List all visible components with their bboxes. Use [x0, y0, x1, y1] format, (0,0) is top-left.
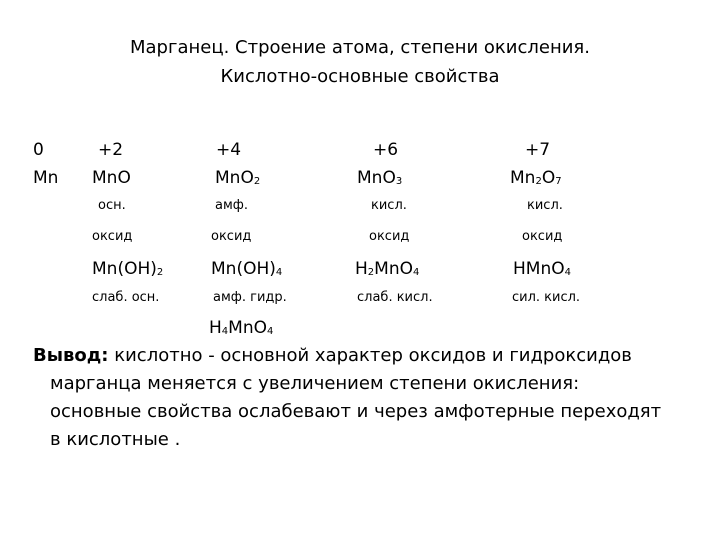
- slide-title-line1: Марганец. Строение атома, степени окисления.: [130, 37, 590, 58]
- conclusion-block: [33, 342, 683, 454]
- slide-title-line2: Кислотно-основные свойства: [220, 66, 500, 87]
- oxidation-state-plus6: +6: [373, 140, 399, 160]
- conclusion-line-2: марганца меняется с увеличением степени окисления:: [50, 373, 580, 394]
- conclusion-line-4: в кислотные .: [50, 429, 181, 450]
- oxide-type-acidic-2: кисл.: [527, 198, 563, 213]
- hydroxide-type-weak-acid: слаб. кисл.: [357, 290, 433, 305]
- conclusion-line-1: Вывод: кислотно - основной характер оксидов и гидроксидов: [33, 345, 632, 366]
- oxide-word-3: оксид: [369, 229, 410, 244]
- oxidation-state-plus2: +2: [98, 140, 124, 160]
- oxidation-state-0: 0: [33, 140, 44, 160]
- hydroxide-type-weak-base: слаб. осн.: [92, 290, 160, 305]
- conclusion-line-3: основные свойства ослабевают и через амфотерные переходят: [50, 401, 662, 422]
- oxide-word-1: оксид: [92, 229, 133, 244]
- hydroxide-mnoh2: Mn(OH)2: [92, 259, 164, 279]
- acid-hmno4: HMnO4: [513, 259, 571, 279]
- hydroxide-type-strong-acid: сил. кисл.: [512, 290, 581, 305]
- oxide-type-acidic-1: кисл.: [371, 198, 407, 213]
- acid-h2mno4: H2MnO4: [355, 259, 420, 279]
- oxide-mno: MnO: [92, 168, 131, 188]
- conclusion-label: Вывод: [33, 345, 102, 366]
- oxide-mno3: MnO3: [357, 168, 403, 188]
- element-symbol: Mn: [33, 168, 59, 188]
- oxide-mn2o7: Mn2O7: [510, 168, 562, 188]
- oxidation-state-plus7: +7: [525, 140, 551, 160]
- oxide-mno2: MnO2: [215, 168, 261, 188]
- hydroxide-type-amphoteric: амф. гидр.: [213, 290, 287, 305]
- oxide-word-2: оксид: [211, 229, 252, 244]
- oxide-word-4: оксид: [522, 229, 563, 244]
- hydroxide-mnoh4: Mn(OH)4: [211, 259, 283, 279]
- oxidation-state-plus4: +4: [216, 140, 242, 160]
- oxide-type-amphoteric: амф.: [215, 198, 249, 213]
- acid-h4mno4: H4MnO4: [209, 318, 274, 338]
- oxide-type-basic: осн.: [98, 198, 126, 213]
